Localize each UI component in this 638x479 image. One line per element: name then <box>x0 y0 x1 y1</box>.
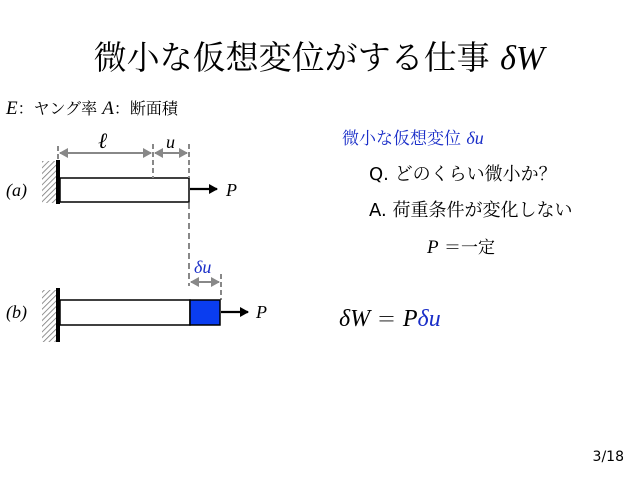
bar-b <box>60 300 190 325</box>
p-symbol: P <box>427 237 439 258</box>
wall-hatch-a <box>42 161 56 203</box>
title-symbol: δW <box>500 40 545 77</box>
length-label: ℓ <box>98 128 108 153</box>
label-b: (b) <box>6 302 27 322</box>
p-constant-text: ＝一定 <box>438 238 496 258</box>
question-line: Q. どのくらい微小か？ <box>369 164 557 185</box>
label-a: (a) <box>6 180 27 200</box>
virtual-heading-text: 微小な仮想変位 <box>342 129 461 149</box>
displacement-element <box>190 300 220 325</box>
answer-line: A. 荷重条件が変化しない <box>369 200 573 221</box>
work-force: P <box>402 306 418 332</box>
e-description: ：ヤング率 <box>17 99 98 118</box>
wall-hatch-b <box>42 290 56 342</box>
work-displacement: δu <box>417 306 441 332</box>
work-lhs: δW <box>339 306 371 332</box>
force-label-b: P <box>256 302 267 322</box>
bar-a <box>60 178 189 202</box>
a-symbol: A <box>102 98 114 119</box>
title-text: 微小な仮想変位がする仕事 <box>93 38 490 77</box>
a-description: ：断面積 <box>113 99 178 118</box>
page-number: 3/18 <box>592 449 624 465</box>
work-equals: ＝ <box>370 307 403 331</box>
u-label: u <box>166 132 175 152</box>
force-label-a: P <box>226 180 237 200</box>
virtual-heading-symbol: δu <box>466 128 484 148</box>
du-label: δu <box>194 257 212 277</box>
e-symbol: E <box>6 98 18 119</box>
